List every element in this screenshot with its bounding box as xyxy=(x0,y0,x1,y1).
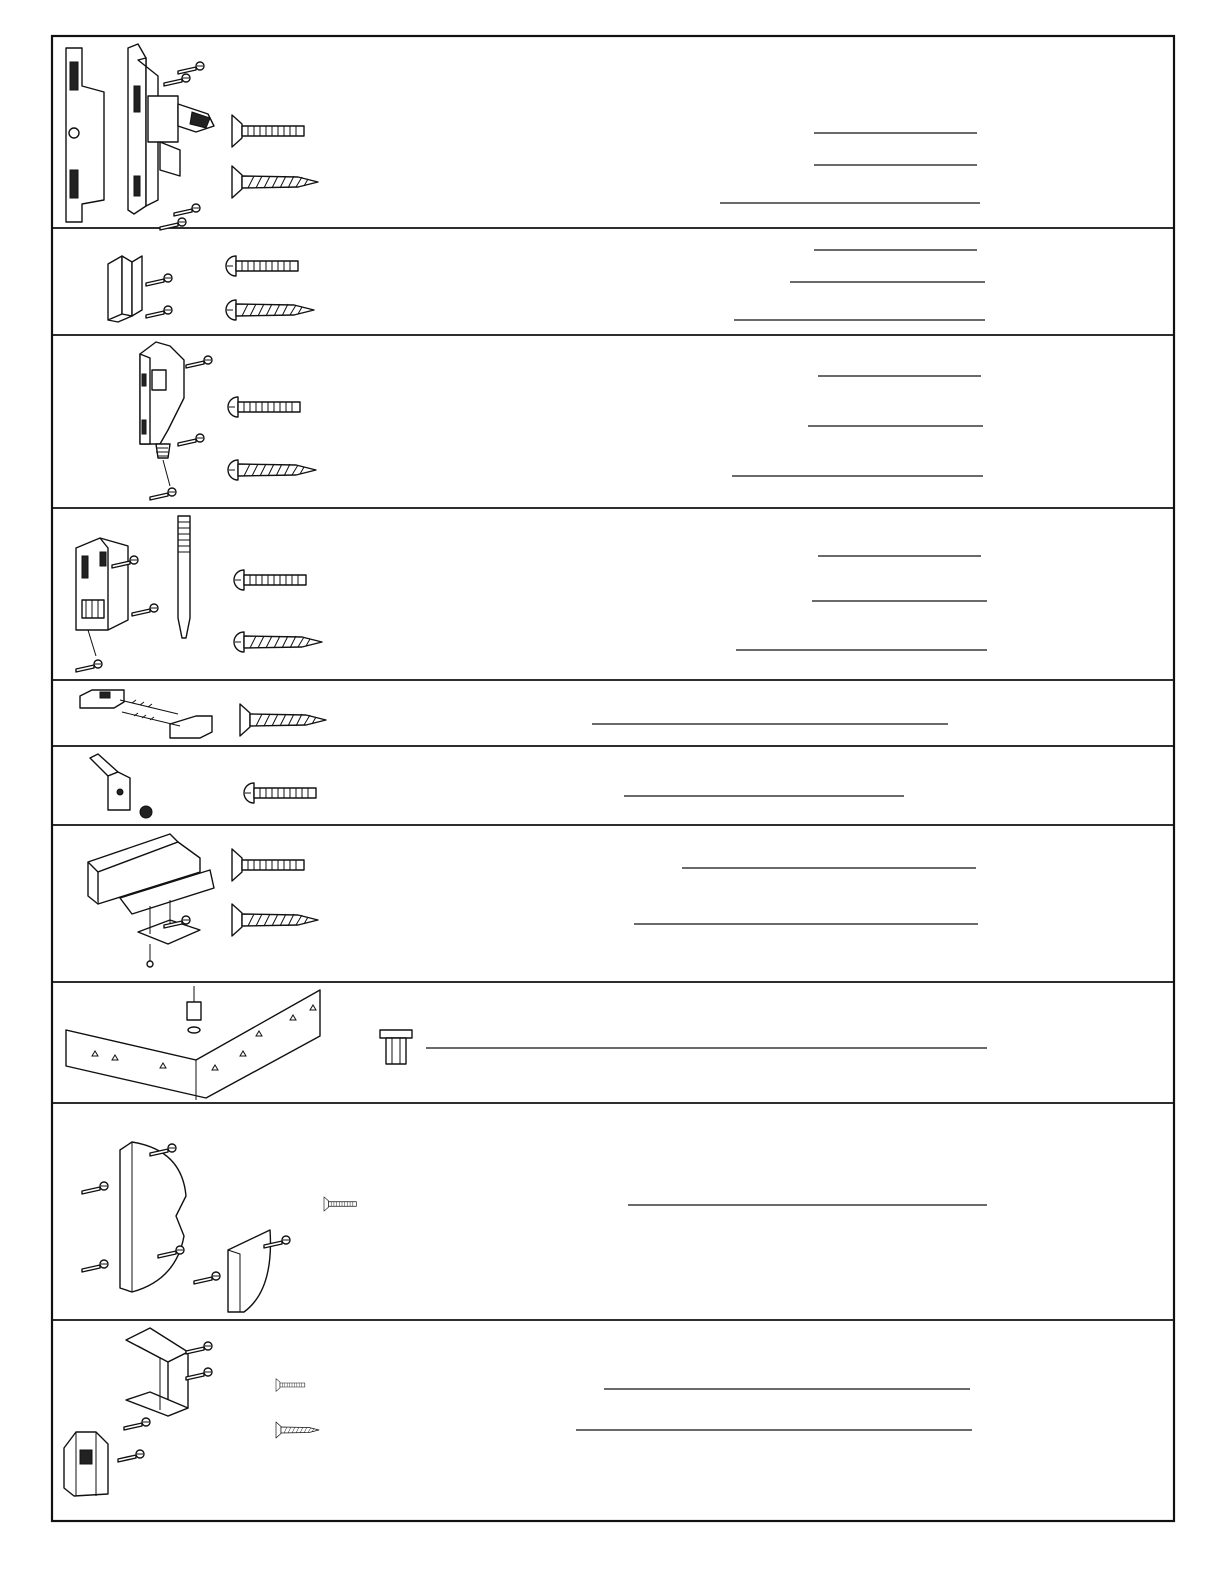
machine-screw-icon xyxy=(234,570,306,590)
wood-screw-icon xyxy=(226,300,314,320)
wood-screw-icon xyxy=(240,704,326,736)
wood-screw-icon xyxy=(232,166,318,198)
threshold-strike-icon xyxy=(88,834,214,967)
top-strike-bracket-icon xyxy=(64,1328,212,1496)
end-cap-covers-icon xyxy=(82,1142,290,1312)
machine-screw-icon xyxy=(226,256,298,276)
machine-screw-icon xyxy=(276,1379,305,1392)
machine-screw-icon xyxy=(244,783,316,803)
wood-screw-icon xyxy=(232,904,318,936)
angle-bracket-icon xyxy=(90,754,152,818)
machine-screw-icon xyxy=(232,849,304,881)
machine-screw-icon xyxy=(324,1197,356,1211)
wood-screw-icon xyxy=(234,632,322,652)
strike-clip-icon xyxy=(80,690,212,738)
threshold-strike-fill-lines xyxy=(634,868,978,924)
machine-screw-icon xyxy=(228,397,300,417)
vertical-latch-fill-lines xyxy=(732,376,983,476)
latch-bracket-fill-lines xyxy=(734,250,985,320)
mortise-latch-with-strike-icon xyxy=(66,44,214,230)
bottom-latch-and-rod-icon xyxy=(76,516,190,672)
floor-plate-with-bushing-icon xyxy=(66,986,320,1100)
vertical-latch-icon xyxy=(140,342,212,500)
sheet-border xyxy=(52,36,1174,1521)
machine-screw-icon xyxy=(232,115,304,147)
wood-screw-icon xyxy=(276,1422,319,1438)
mortise-latch-fill-lines xyxy=(720,133,980,203)
latch-bracket-icon xyxy=(108,256,172,322)
bushing-icon xyxy=(380,1030,412,1064)
row-dividers xyxy=(52,228,1174,1320)
bottom-latch-fill-lines xyxy=(736,556,987,650)
wood-screw-icon xyxy=(228,460,316,480)
top-strike-bracket-fill-lines xyxy=(576,1389,972,1430)
